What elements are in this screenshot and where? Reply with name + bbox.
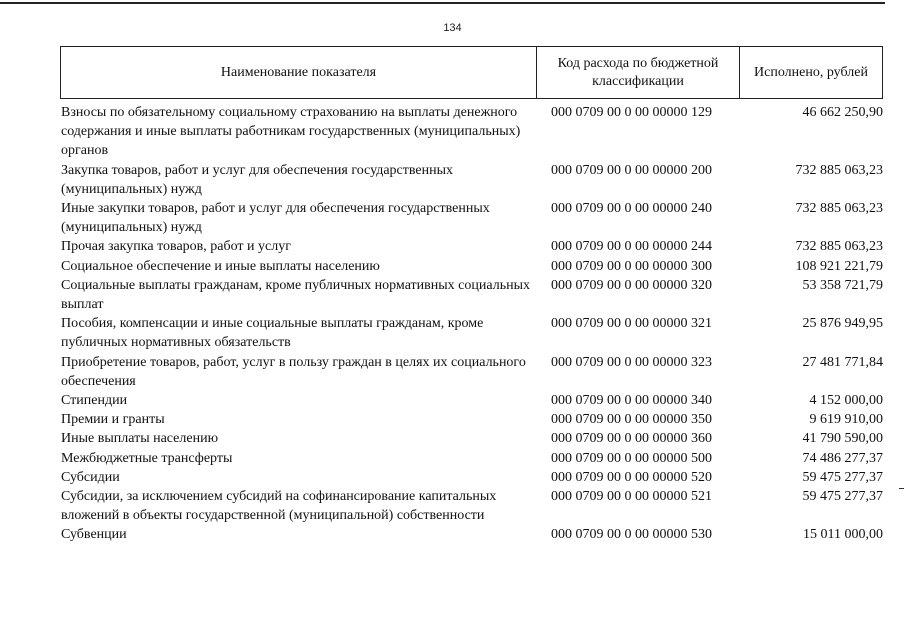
- row-code: 000 0709 00 0 00 00000 240: [551, 201, 712, 217]
- table-row: [61, 410, 883, 429]
- row-name: Иные выплаты населению: [61, 431, 219, 447]
- row-code: 000 0709 00 0 00 00000 520: [551, 469, 712, 485]
- row-amount: 46 662 250,90: [802, 105, 883, 120]
- row-name: Иные закупки товаров, работ и услуг для обеспечения государственных (муниципальных) нужд: [61, 201, 490, 236]
- header-name: Наименование показателя: [61, 47, 537, 98]
- page-number: 134: [443, 22, 462, 34]
- row-amount: 732 885 063,23: [795, 162, 883, 178]
- row-code: 000 0709 00 0 00 00000 521: [551, 489, 712, 505]
- table-row: [61, 429, 883, 448]
- row-amount: 74 486 277,37: [802, 450, 883, 466]
- row-name: Прочая закупка товаров, работ и услуг: [61, 239, 291, 255]
- table-row: [61, 103, 883, 161]
- top-border-line: [0, 2, 885, 4]
- row-code: 000 0709 00 0 00 00000 323: [551, 354, 712, 370]
- row-code: 000 0709 00 0 00 00000 340: [551, 393, 712, 409]
- row-name: Субсидии, за исключением субсидий на софинансирование капитальных вложений в объекты государственной (муниципальной) собственности: [61, 489, 497, 524]
- row-name: Субвенции: [61, 527, 127, 543]
- table-row: [61, 161, 883, 199]
- margin-mark: [899, 488, 904, 489]
- row-code: 000 0709 00 0 00 00000 244: [551, 239, 712, 255]
- row-amount: 53 358 721,79: [802, 277, 883, 293]
- row-code: 000 0709 00 0 00 00000 500: [551, 450, 712, 466]
- row-name: Приобретение товаров, работ, услуг в пользу граждан в целях их социального обеспечения: [61, 354, 526, 389]
- table-row: [61, 525, 883, 544]
- row-name: Социальное обеспечение и иные выплаты населению: [61, 258, 380, 274]
- table-row: [61, 314, 883, 352]
- table-row: [61, 257, 883, 276]
- row-name: Пособия, компенсации и иные социальные выплаты гражданам, кроме публичных нормативных обязательств: [61, 316, 484, 351]
- row-amount: 732 885 063,23: [795, 239, 883, 255]
- row-name: Социальные выплаты гражданам, кроме публичных нормативных социальных выплат: [61, 277, 530, 313]
- row-amount: 9 619 910,00: [809, 412, 883, 428]
- table-row: [61, 468, 883, 487]
- row-code: 000 0709 00 0 00 00000 300: [551, 258, 712, 274]
- table-body: [61, 103, 883, 545]
- table-row: [61, 353, 883, 391]
- row-code: 000 0709 00 0 00 00000 350: [551, 412, 712, 428]
- row-code: 000 0709 00 0 00 00000 320: [551, 277, 712, 293]
- row-amount: 41 790 590,00: [802, 431, 883, 447]
- row-name: Премии и гранты: [61, 412, 165, 428]
- row-code: 000 0709 00 0 00 00000 360: [551, 431, 712, 447]
- header-executed: Исполнено, рублей: [754, 64, 868, 80]
- row-code: 000 0709 00 0 00 00000 530: [551, 527, 712, 543]
- row-name: Закупка товаров, работ и услуг для обеспечения государственных (муниципальных) нужд: [61, 162, 454, 197]
- row-amount: 59 475 277,37: [802, 469, 883, 485]
- row-amount: 4 152 000,00: [809, 393, 883, 409]
- row-name: Межбюджетные трансферты: [61, 450, 233, 466]
- table-row: [61, 487, 883, 525]
- row-amount: 27 481 771,84: [802, 354, 883, 370]
- row-name: Взносы по обязательному социальному страхованию на выплаты денежного содержания и иные выплаты работникам государственных (муниципальных) органов: [61, 105, 521, 159]
- row-name: Субсидии: [61, 469, 120, 485]
- table-row: [61, 199, 883, 237]
- row-amount: 25 876 949,95: [802, 316, 883, 332]
- table-row: [61, 449, 883, 468]
- header-code: Код расхода по бюджетной классификации: [537, 47, 740, 98]
- table-row: [61, 237, 883, 256]
- table-row: [61, 391, 883, 410]
- row-amount: 732 885 063,23: [795, 201, 883, 217]
- table-header: [60, 46, 883, 99]
- row-code: 000 0709 00 0 00 00000 200: [551, 162, 712, 178]
- row-amount: 59 475 277,37: [802, 489, 883, 505]
- row-code: 000 0709 00 0 00 00000 129: [551, 105, 712, 120]
- row-amount: 108 921 221,79: [795, 258, 883, 274]
- row-code: 000 0709 00 0 00 00000 321: [551, 316, 712, 332]
- row-amount: 15 011 000,00: [803, 527, 883, 543]
- table-row: [61, 276, 883, 314]
- row-name: Стипендии: [61, 393, 128, 409]
